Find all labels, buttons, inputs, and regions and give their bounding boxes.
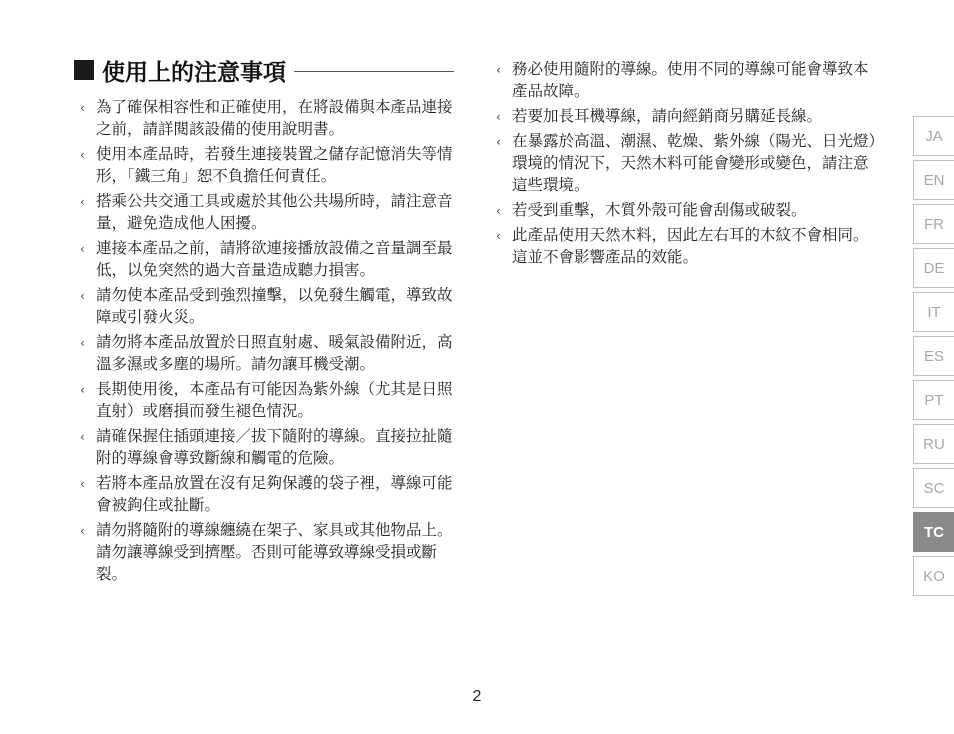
list-item-text: 為了確保相容性和正確使用，在將設備與本產品連接之前，請詳閱該設備的使用說明書。 [96, 98, 453, 139]
precautions-list-left [78, 96, 458, 588]
tab-pt[interactable]: PT [913, 380, 954, 420]
list-item-text: 務必使用隨附的導線。使用不同的導線可能會導致本產品故障。 [512, 60, 869, 101]
list-item-text: 請勿使本產品受到強烈撞擊，以免發生觸電，導致故障或引發火災。 [96, 285, 453, 327]
precautions-list-right [494, 58, 879, 271]
bullet-icon: ‹ [496, 109, 501, 124]
page-title: 使用上的注意事項 [102, 59, 286, 86]
bullet-icon: ‹ [80, 476, 85, 491]
language-tabs [913, 116, 954, 600]
bullet-icon: ‹ [496, 228, 501, 243]
list-item [78, 519, 458, 586]
bullet-icon: ‹ [496, 63, 501, 77]
bullet-icon: ‹ [80, 194, 85, 209]
list-item-text: 連接本產品之前，請將欲連接播放設備之音量調至最低，以免突然的過大音量造成聽力損害。 [96, 238, 453, 280]
bullet-icon: ‹ [80, 101, 85, 115]
bullet-icon: ‹ [80, 288, 85, 303]
tab-ko[interactable]: KO [913, 556, 954, 596]
list-item-text: 在暴露於高溫、潮濕、乾燥、紫外線（陽光、日光燈）環境的情況下，天然木料可能會變形或變色，請注意這些環境。 [512, 131, 877, 195]
bullet-icon: ‹ [80, 523, 85, 538]
list-item-text: 請確保握住插頭連接／拔下隨附的導線。直接拉扯隨附的導線會導致斷線和觸電的危險。 [96, 426, 453, 468]
tab-sc[interactable]: SC [913, 468, 954, 508]
list-item [78, 331, 458, 376]
list-item-text: 長期使用後，本產品有可能因為紫外線（尤其是日照直射）或磨損而發生褪色情況。 [96, 379, 453, 421]
page-number: 2 [472, 688, 482, 705]
tab-en[interactable]: EN [913, 160, 954, 200]
list-item [78, 96, 458, 141]
list-item [78, 190, 458, 235]
tab-fr[interactable]: FR [913, 204, 954, 244]
list-item-text: 若將本產品放置在沒有足夠保護的袋子裡，導線可能會被鉤住或扯斷。 [96, 473, 453, 515]
list-item [78, 143, 458, 188]
tab-es[interactable]: ES [913, 336, 954, 376]
list-item-text: 使用本產品時，若發生連接裝置之儲存記憶消失等情形，「鐵三角」恕不負擔任何責任。 [96, 144, 453, 186]
list-item-text: 搭乘公共交通工具或處於其他公共場所時，請注意音量，避免造成他人困擾。 [96, 191, 453, 233]
list-item [494, 199, 879, 221]
list-item-text: 若要加長耳機導線，請向經銷商另購延長線。 [512, 106, 823, 125]
bullet-icon: ‹ [80, 241, 85, 256]
list-item-text: 若受到重擊，木質外殼可能會刮傷或破裂。 [512, 200, 807, 219]
list-item-text: 請勿將本產品放置於日照直射處、暖氣設備附近，高溫多濕或多塵的場所。請勿讓耳機受潮。 [96, 332, 453, 374]
tab-ja[interactable]: JA [913, 116, 954, 156]
list-item [78, 378, 458, 423]
tab-tc[interactable]: TC [913, 512, 954, 552]
bullet-icon: ‹ [80, 147, 85, 162]
list-item [494, 105, 879, 127]
list-item [494, 130, 879, 197]
list-item [78, 284, 458, 329]
heading-divider [294, 71, 454, 72]
list-item [78, 237, 458, 282]
bullet-icon: ‹ [496, 134, 501, 149]
list-item-text: 請勿將隨附的導線纏繞在架子、家具或其他物品上。請勿讓導線受到擠壓。否則可能導致導線受損或斷裂。 [96, 520, 453, 584]
bullet-icon: ‹ [80, 429, 85, 444]
heading-square-icon [74, 60, 94, 80]
section-heading [74, 53, 454, 87]
list-item [78, 425, 458, 470]
list-item-text: 此產品使用天然木料，因此左右耳的木紋不會相同。這並不會影響產品的效能。 [512, 225, 869, 266]
bullet-icon: ‹ [80, 335, 85, 350]
list-item [78, 472, 458, 517]
bullet-icon: ‹ [80, 382, 85, 397]
tab-de[interactable]: DE [913, 248, 954, 288]
list-item [494, 58, 879, 103]
tab-ru[interactable]: RU [913, 424, 954, 464]
bullet-icon: ‹ [496, 203, 501, 218]
tab-it[interactable]: IT [913, 292, 954, 332]
list-item [494, 224, 879, 269]
